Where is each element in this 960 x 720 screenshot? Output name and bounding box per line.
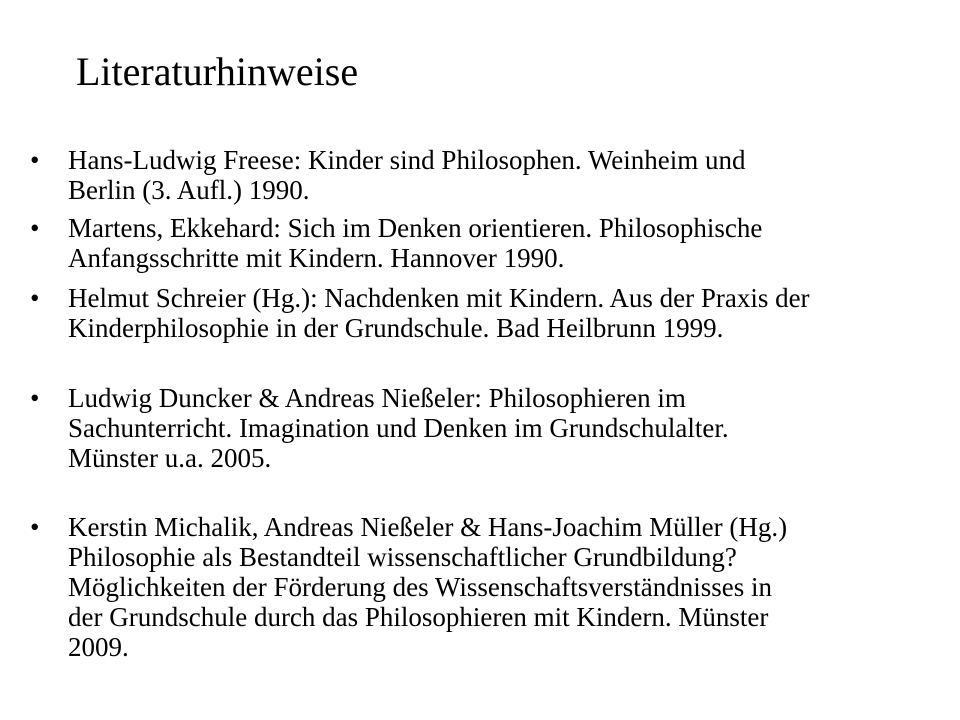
list-item bbox=[30, 512, 930, 662]
reference-line: Martens, Ekkehard: Sich im Denken orientieren. Philosophische bbox=[68, 213, 763, 243]
reference-text bbox=[68, 383, 930, 473]
bullet-icon: • bbox=[30, 283, 40, 313]
reference-line: der Grundschule durch das Philosophieren mit Kindern. Münster bbox=[68, 602, 769, 632]
list-item bbox=[30, 213, 930, 273]
bullet-icon: • bbox=[30, 383, 40, 413]
reference-text bbox=[68, 145, 930, 205]
reference-line: Münster u.a. 2005. bbox=[68, 443, 272, 473]
reference-line: Möglichkeiten der Förderung des Wissenschaftsverständnisses in bbox=[68, 572, 773, 602]
bullet-icon: • bbox=[30, 213, 40, 243]
page-title: Literaturhinweise bbox=[76, 49, 359, 94]
bullet-icon: • bbox=[30, 145, 40, 175]
reference-text bbox=[68, 213, 930, 273]
reference-line: Kinderphilosophie in der Grundschule. Bad Heilbrunn 1999. bbox=[68, 313, 724, 343]
list-item bbox=[30, 145, 930, 205]
reference-line: Philosophie als Bestandteil wissenschaftlicher Grundbildung? bbox=[68, 542, 737, 572]
reference-line: 2009. bbox=[68, 632, 129, 662]
bullet-icon: • bbox=[30, 512, 40, 542]
reference-line: Berlin (3. Aufl.) 1990. bbox=[68, 175, 310, 205]
list-item bbox=[30, 283, 930, 343]
reference-line: Sachunterricht. Imagination und Denken im Grundschulalter. bbox=[68, 413, 729, 443]
reference-line: Hans-Ludwig Freese: Kinder sind Philosophen. Weinheim und bbox=[68, 145, 746, 175]
reference-line: Ludwig Duncker & Andreas Nießeler: Philosophieren im bbox=[68, 383, 686, 413]
reference-text bbox=[68, 512, 930, 662]
list-item bbox=[30, 383, 930, 473]
reference-line: Kerstin Michalik, Andreas Nießeler & Hans-Joachim Müller (Hg.) bbox=[68, 512, 788, 542]
reference-text bbox=[68, 283, 930, 343]
reference-line: Helmut Schreier (Hg.): Nachdenken mit Kindern. Aus der Praxis der bbox=[68, 283, 810, 313]
reference-line: Anfangsschritte mit Kindern. Hannover 1990. bbox=[68, 243, 565, 273]
